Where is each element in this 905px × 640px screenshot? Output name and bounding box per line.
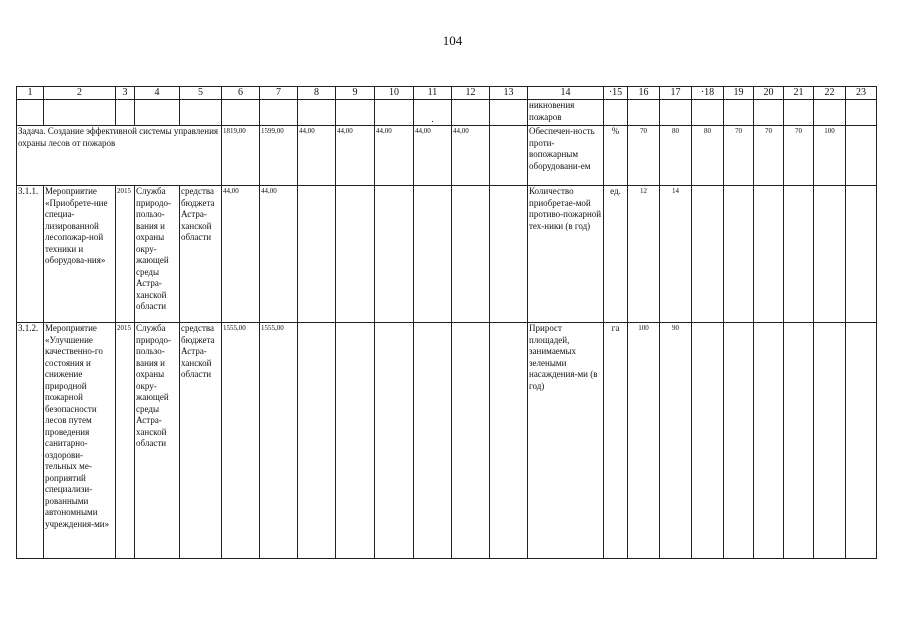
- row-number: 3.1.2.: [17, 323, 44, 559]
- activity-name: Мероприятие «Приобрете-ние специа-лизированной лесопожар-ной техники и оборудова-ния»: [44, 186, 116, 323]
- cell-value: 44,00: [414, 126, 452, 186]
- col-number: 7: [260, 87, 298, 100]
- page-number: 104: [442, 33, 463, 48]
- col-number: 5: [180, 87, 222, 100]
- cell-value: 44,00: [298, 126, 336, 186]
- col-number: 16: [628, 87, 660, 100]
- cell-value: 1819,00: [222, 126, 260, 186]
- col-number: 9: [336, 87, 375, 100]
- col-number: 12: [452, 87, 490, 100]
- cell-value: 1555,00: [222, 323, 260, 559]
- year: 2015: [116, 186, 135, 323]
- cell-value: 100: [628, 323, 660, 559]
- task-row: [17, 126, 877, 186]
- indicator-text: Количество приобретае-мой противо-пожарной тех-ники (в год): [528, 186, 604, 323]
- col-number: 2: [44, 87, 116, 100]
- cell-value: 70: [724, 126, 754, 186]
- funding-source: средства бюджета Астра-ханской области: [180, 186, 222, 323]
- col-number: ·15: [604, 87, 628, 100]
- indicator-text: Обеспечен-ность проти-вопожарным оборудовани-ем: [528, 126, 604, 186]
- executor: Служба природо-пользо-вания и охраны окру-жающей среды Астра-ханской области: [135, 323, 180, 559]
- cell-value: 14: [660, 186, 692, 323]
- column-number-row: [17, 87, 877, 100]
- funding-source: средства бюджета Астра-ханской области: [180, 323, 222, 559]
- unit: га: [604, 323, 628, 559]
- col-number: ·18: [692, 87, 724, 100]
- unit: %: [604, 126, 628, 186]
- cell-value: 100: [814, 126, 846, 186]
- col-number: 11: [414, 87, 452, 100]
- cell-value: 44,00: [336, 126, 375, 186]
- year: 2015: [116, 323, 135, 559]
- carry-over-text: никновения пожаров: [528, 100, 604, 126]
- table-row: [17, 186, 877, 323]
- cell-value: 90: [660, 323, 692, 559]
- cell-value: 1599,00: [260, 126, 298, 186]
- col-number: 3: [116, 87, 135, 100]
- executor: Служба природо-пользо-вания и охраны окру-жающей среды Астра-ханской области: [135, 186, 180, 323]
- program-table: [16, 86, 877, 559]
- col-number: 20: [754, 87, 784, 100]
- cell-value: 70: [754, 126, 784, 186]
- col-number: 4: [135, 87, 180, 100]
- carry-over-row: [17, 100, 877, 126]
- dot-mark: .: [414, 100, 452, 126]
- col-number: 21: [784, 87, 814, 100]
- table-row: [17, 323, 877, 559]
- cell-value: 80: [692, 126, 724, 186]
- unit: ед.: [604, 186, 628, 323]
- col-number: 13: [490, 87, 528, 100]
- col-number: 22: [814, 87, 846, 100]
- cell-value: 44,00: [260, 186, 298, 323]
- cell-value: 44,00: [452, 126, 490, 186]
- col-number: 14: [528, 87, 604, 100]
- row-number: 3.1.1.: [17, 186, 44, 323]
- col-number: 6: [222, 87, 260, 100]
- cell-value: 1555,00: [260, 323, 298, 559]
- col-number: 8: [298, 87, 336, 100]
- cell-value: 70: [784, 126, 814, 186]
- col-number: 17: [660, 87, 692, 100]
- task-label: Задача. Создание эффективной системы управления охраны лесов от пожаров: [17, 126, 222, 186]
- cell-value: 44,00: [222, 186, 260, 323]
- activity-name: Мероприятие «Улучшение качественно-го состояния и снижение природной пожарной безопасности лесов путем проведения санитарно-оздорови-тельных ме-роприятий специализи-рованными автономными учреждения-ми»: [44, 323, 116, 559]
- col-number: 19: [724, 87, 754, 100]
- cell-value: 70: [628, 126, 660, 186]
- col-number: 10: [375, 87, 414, 100]
- cell-value: 80: [660, 126, 692, 186]
- cell-value: 12: [628, 186, 660, 323]
- indicator-text: Прирост площадей, занимаемых зелеными насаждения-ми (в год): [528, 323, 604, 559]
- col-number: 23: [846, 87, 877, 100]
- cell-value: 44,00: [375, 126, 414, 186]
- col-number: 1: [17, 87, 44, 100]
